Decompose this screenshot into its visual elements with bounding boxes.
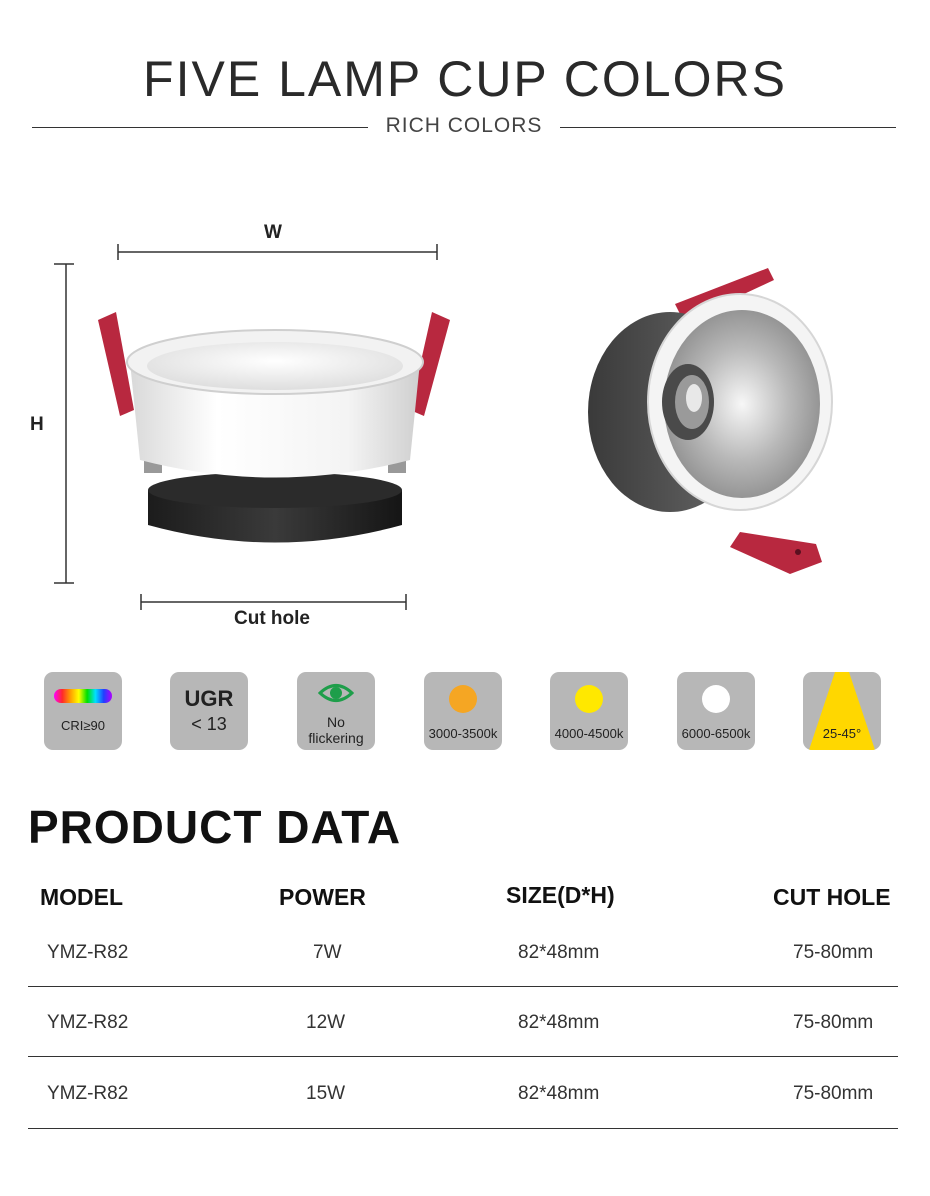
downlight-angled-view-image	[580, 262, 840, 582]
table-cell-power: 7W	[313, 942, 342, 963]
badge-beam-angle-label: 25-45°	[822, 726, 862, 741]
column-header-cut-hole: CUT HOLE	[773, 884, 891, 910]
badge-cri-label: CRI≥90	[61, 718, 105, 733]
badge-ugr-label: < 13	[191, 714, 227, 734]
row-divider	[28, 1056, 898, 1057]
table-cell-cut-hole: 75-80mm	[793, 942, 874, 963]
badge-warm-light	[424, 672, 502, 750]
badge-warm-light-label: 3000-3500k	[428, 726, 498, 741]
badge-ugr	[170, 672, 248, 750]
table-cell-model: YMZ-R82	[47, 1012, 129, 1033]
cool-light-dot-icon	[702, 685, 730, 713]
badge-neutral-light-label: 4000-4500k	[554, 726, 624, 741]
subtitle: RICH COLORS	[385, 114, 543, 137]
table-cell-model: YMZ-R82	[47, 942, 129, 963]
table-cell-size: 82*48mm	[518, 942, 600, 963]
badge-no-flicker	[297, 672, 375, 750]
cut-hole-label: Cut hole	[234, 608, 310, 629]
badge-no-flicker-line1: No	[327, 714, 345, 730]
table-cell-power: 15W	[306, 1083, 346, 1104]
column-header-model: MODEL	[40, 884, 124, 910]
badge-cool-light	[677, 672, 755, 750]
table-cell-cut-hole: 75-80mm	[793, 1083, 874, 1104]
badge-neutral-light	[550, 672, 628, 750]
page-title: FIVE LAMP CUP COLORS	[143, 51, 787, 107]
table-cell-cut-hole: 75-80mm	[793, 1012, 874, 1033]
product-data-title: PRODUCT DATA	[28, 801, 402, 853]
width-label: W	[264, 222, 282, 243]
row-divider	[28, 986, 898, 987]
badge-cool-light-label: 6000-6500k	[681, 726, 751, 741]
column-header-size: SIZE(D*H)	[506, 882, 615, 908]
table-cell-size: 82*48mm	[518, 1083, 600, 1104]
rainbow-icon	[54, 689, 112, 703]
table-cell-size: 82*48mm	[518, 1012, 600, 1033]
badge-cri	[44, 672, 122, 750]
table-cell-model: YMZ-R82	[47, 1083, 129, 1104]
row-divider	[28, 1128, 898, 1129]
table-cell-power: 12W	[306, 1012, 346, 1033]
badge-no-flicker-line2: flickering	[308, 730, 364, 746]
neutral-light-dot-icon	[575, 685, 603, 713]
eye-icon	[318, 682, 354, 704]
downlight-side-view-image	[90, 300, 460, 560]
warm-light-dot-icon	[449, 685, 477, 713]
badge-beam-angle	[803, 672, 881, 750]
column-header-power: POWER	[279, 884, 366, 910]
badge-ugr-title: UGR	[184, 686, 234, 711]
height-label: H	[30, 414, 44, 435]
